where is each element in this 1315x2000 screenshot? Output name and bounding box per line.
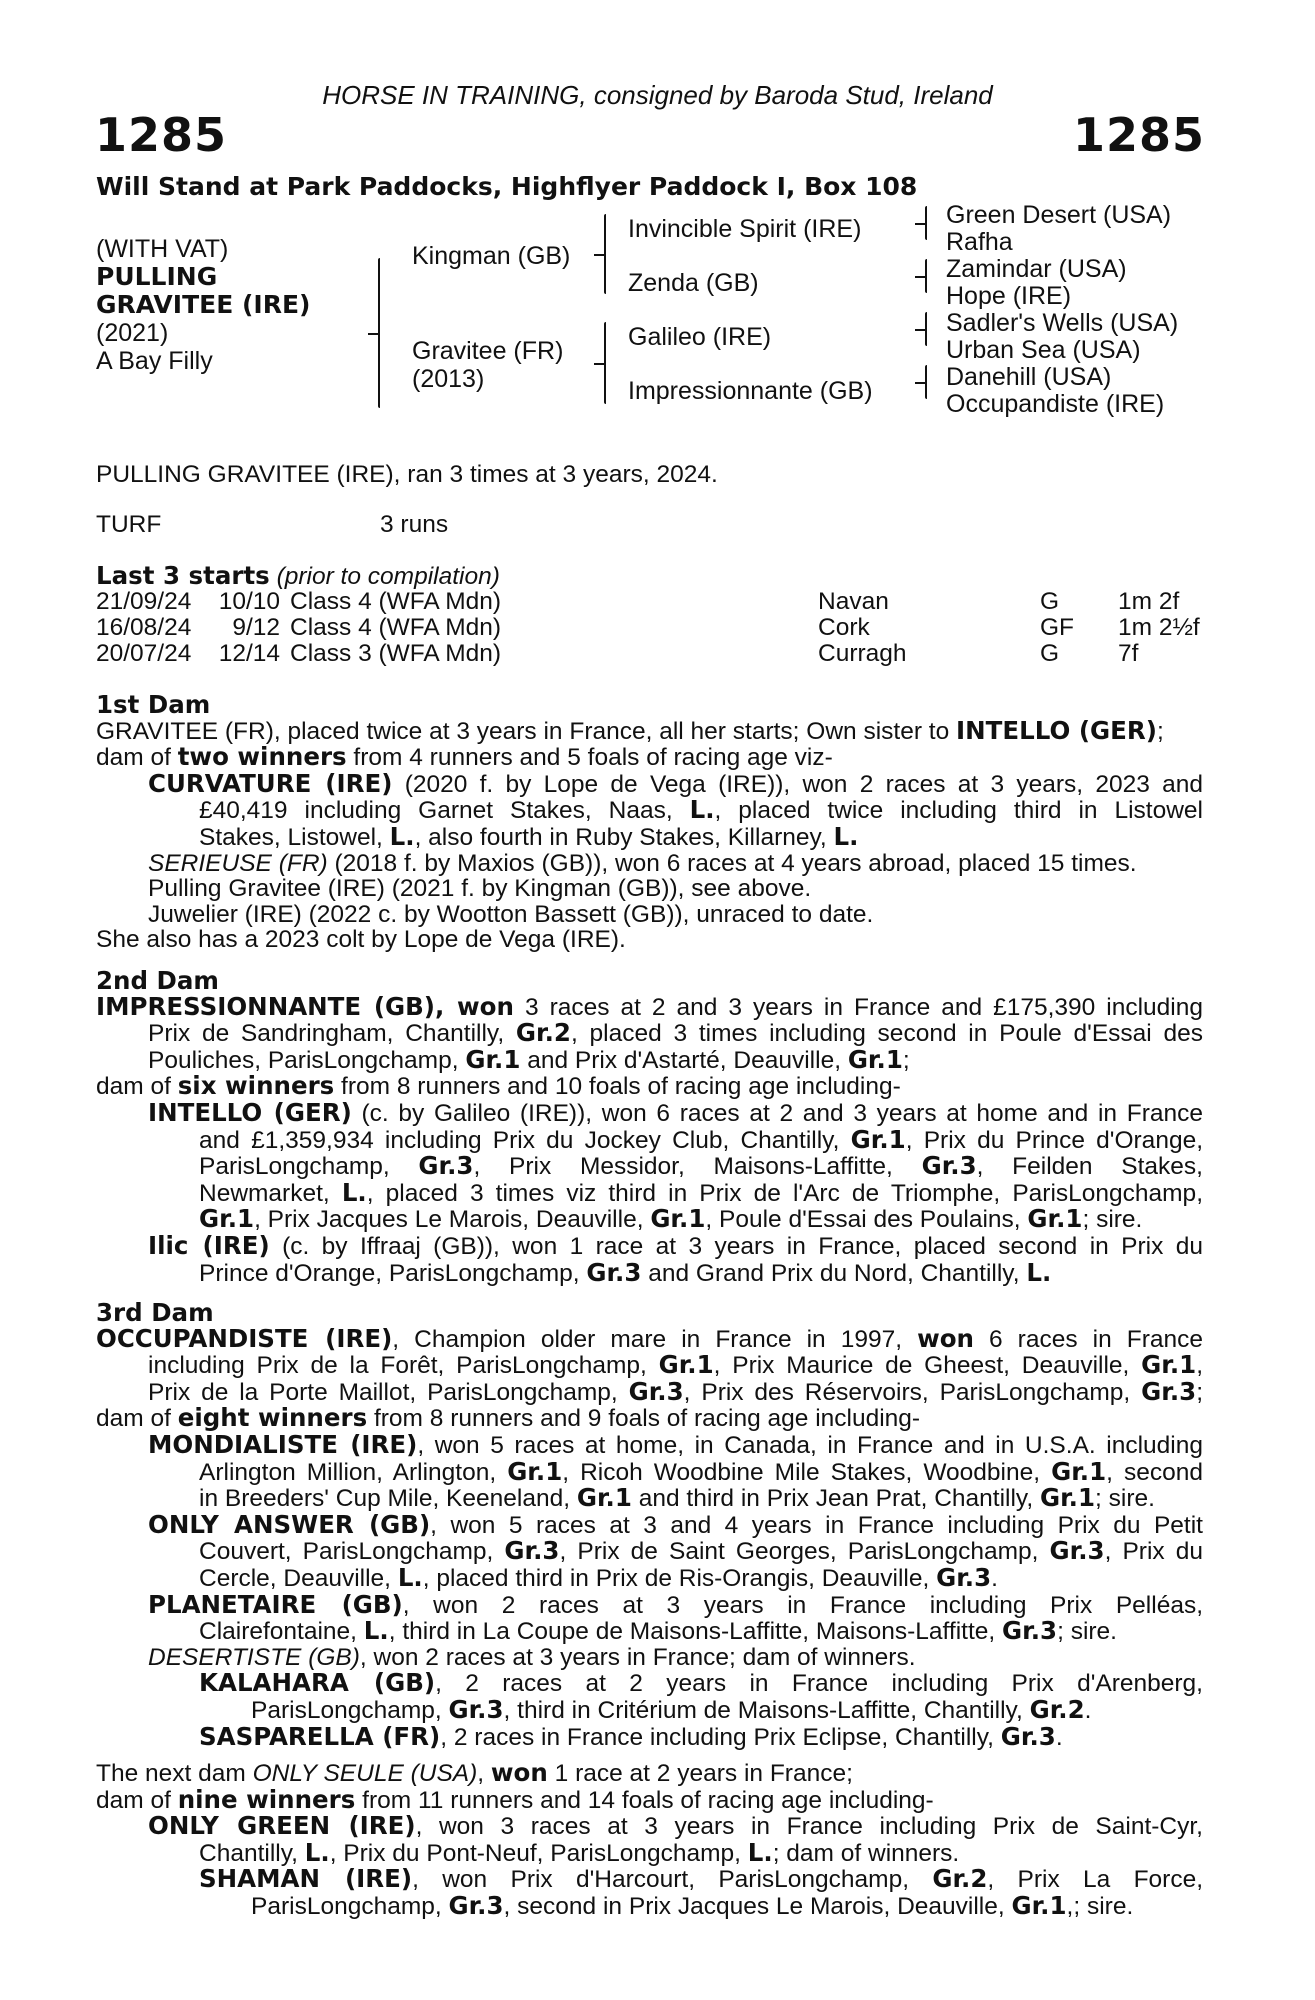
text: , Prix La Force,	[987, 1866, 1204, 1894]
text: from 11 runners and 14 foals of racing age including-	[355, 1786, 934, 1814]
gen3-dds: Danehill (USA)	[946, 363, 1112, 391]
start-date: 21/09/24	[96, 588, 192, 615]
dam-name: OCCUPANDISTE (IRE)	[96, 1323, 393, 1353]
text: 6 races in France	[973, 1325, 1203, 1353]
text: dam of	[96, 1405, 178, 1433]
brace-sire	[604, 214, 606, 294]
text: from 4 runners and 5 foals of racing age viz-	[346, 744, 833, 772]
text-line	[96, 744, 1203, 771]
start-distance: 7f	[1118, 640, 1139, 667]
won-label: won	[457, 991, 514, 1021]
text: .	[1084, 1696, 1092, 1724]
brace-gen1	[378, 258, 380, 408]
sire-name: Kingman (GB)	[412, 242, 571, 270]
winners-count: eight winners	[177, 1403, 368, 1433]
text-line	[96, 1509, 1203, 1539]
text: Couvert, ParisLongchamp,	[199, 1538, 505, 1566]
horse-name-line1: PULLING	[96, 262, 218, 291]
text: and £1,359,934 including Prix du Jockey Club, Chantilly,	[199, 1126, 851, 1154]
brace-dam	[604, 322, 606, 404]
text: ,	[435, 991, 458, 1021]
text-line	[96, 1352, 1203, 1379]
second-dam-title: 2nd Dam	[96, 966, 219, 995]
text: , won 5 races at 3 and 4 years in France including Prix du Petit	[430, 1511, 1203, 1539]
produce-name: Ilic (IRE)	[148, 1230, 270, 1260]
text-line	[96, 1837, 1203, 1867]
vat-label: (WITH VAT)	[96, 235, 229, 263]
text: 1 race at 2 years in France;	[547, 1760, 853, 1787]
dam-name: IMPRESSIONNANTE (GB)	[96, 991, 436, 1021]
grade: Gr.3	[504, 1536, 560, 1566]
text: , 2 races in France including Prix Eclipse, Chantilly,	[440, 1723, 1001, 1751]
text: , third in La Coupe de Maisons-Laffitte, Maisons-Laffitte,	[388, 1618, 1003, 1646]
start-race: Class 3 (WFA Mdn)	[290, 640, 502, 667]
brace-sd	[925, 259, 927, 293]
text-line	[96, 1323, 1203, 1353]
start-date: 16/08/24	[96, 614, 192, 641]
text-line	[96, 851, 1203, 877]
text: , second	[1106, 1458, 1203, 1486]
grade: Gr.1	[658, 1350, 714, 1380]
gen3-sss: Green Desert (USA)	[946, 201, 1172, 229]
text: , placed third in Prix de Ris-Orangis, Deauville,	[422, 1564, 937, 1592]
lot-number-right: 1285	[1072, 108, 1205, 162]
text: dam of	[96, 744, 178, 772]
text-line	[96, 1456, 1203, 1486]
text-line	[96, 1124, 1203, 1154]
grade: Gr.1	[1039, 1483, 1096, 1513]
horse-name-line2: GRAVITEE (IRE)	[96, 290, 311, 319]
lot-number-left: 1285	[95, 108, 228, 162]
first-dam-title: 1st Dam	[96, 690, 211, 719]
start-distance: 1m 2½f	[1118, 614, 1200, 641]
sire-dam: Zenda (GB)	[628, 269, 759, 297]
first-dam-section	[96, 692, 1203, 953]
grade: Gr.1	[199, 1204, 255, 1234]
text-line	[96, 1694, 1203, 1724]
grade: Gr.3	[921, 1151, 977, 1181]
grade: Gr.1	[650, 1204, 706, 1234]
grade: Gr.3	[448, 1694, 504, 1724]
text-line	[96, 715, 1203, 745]
grade: Gr.3	[1002, 1616, 1058, 1646]
text-line: Juwelier (IRE) (2022 c. by Wootton Bassett (GB)), unraced to date.	[148, 900, 874, 928]
text: and third in Prix Jean Prat, Chantilly,	[631, 1485, 1040, 1513]
dam-year: (2013)	[412, 365, 485, 393]
winners-count: six winners	[177, 1071, 335, 1101]
text: , placed twice including third in Listowel	[714, 797, 1203, 825]
text-line	[96, 1230, 1204, 1260]
race-summary: PULLING GRAVITEE (IRE), ran 3 times at 3 years, 2024.	[96, 461, 718, 488]
text: , Prix du Prince d'Orange,	[905, 1126, 1203, 1154]
produce-name: SHAMAN (IRE)	[199, 1864, 413, 1894]
text-line	[96, 1020, 1203, 1047]
horse-sex-colour: A Bay Filly	[96, 347, 213, 375]
produce-name: SASPARELLA (FR)	[199, 1721, 441, 1751]
gen3-dss: Sadler's Wells (USA)	[946, 309, 1179, 337]
text-line	[96, 1153, 1203, 1180]
dam-dam: Impressionnante (GB)	[628, 377, 873, 405]
dam-sire: Galileo (IRE)	[628, 323, 772, 351]
text: ; sire.	[1082, 1206, 1143, 1234]
grade: Gr.1	[576, 1483, 632, 1513]
start-distance: 1m 2f	[1118, 588, 1180, 615]
text: 3 races at 2 and 3 years in France and £175,390 including	[513, 993, 1203, 1021]
start-going: G	[1040, 588, 1060, 615]
text: Prix de Sandringham, Chantilly,	[148, 1020, 516, 1048]
surface-runs: 3 runs	[380, 511, 449, 538]
text: ParisLongchamp,	[251, 1696, 449, 1724]
text: , 2 races at 2 years in France including Prix d'Arenberg,	[435, 1670, 1203, 1698]
text-line	[96, 1485, 1203, 1512]
text: ,	[477, 1760, 491, 1787]
text: ,	[1196, 1352, 1203, 1380]
grade: Gr.1	[1027, 1204, 1083, 1234]
text: ; sire.	[1057, 1618, 1117, 1646]
start-position: 12/14	[218, 640, 280, 667]
text: (c. by Galileo (IRE)), won 6 races at 2 and 3 years at home and in France	[351, 1099, 1203, 1127]
produce-name: CURVATURE (IRE)	[148, 768, 393, 798]
start-course: Curragh	[818, 640, 907, 667]
horse-ident	[96, 235, 310, 375]
grade: L.	[304, 1837, 330, 1867]
text-line	[96, 1760, 1203, 1787]
produce-name: SERIEUSE (FR)	[148, 849, 328, 877]
text-line	[96, 1784, 1203, 1814]
text: Chantilly,	[199, 1839, 305, 1867]
next-dam-section	[96, 1760, 1203, 1920]
produce-name: KALAHARA (GB)	[199, 1668, 436, 1698]
text: dam of	[96, 1073, 178, 1101]
text: , won 5 races at home, in Canada, in France and in U.S.A. including	[417, 1431, 1203, 1459]
text: , placed 3 times viz third in Prix de l'Arc de Triomphe, ParisLongchamp,	[366, 1179, 1203, 1207]
surface-label: TURF	[96, 511, 162, 538]
text: ParisLongchamp,	[199, 1153, 419, 1181]
start-course: Navan	[818, 588, 889, 615]
grade: L.	[747, 1837, 773, 1867]
text: , Prix Messidor, Maisons-Laffitte,	[473, 1153, 922, 1181]
text: ;	[1156, 717, 1164, 745]
last-starts-note: (prior to compilation)	[276, 563, 500, 590]
grade: L.	[1026, 1257, 1052, 1287]
sibling-name: INTELLO (GER)	[956, 715, 1157, 745]
text: , won 3 races at 3 years in France including Prix de Saint-Cyr,	[415, 1813, 1203, 1841]
third-dam-title: 3rd Dam	[96, 1298, 214, 1327]
text: Prix de la Porte Maillot, ParisLongchamp,	[148, 1378, 629, 1406]
brace-dd	[925, 365, 927, 399]
grade: Gr.1	[1011, 1890, 1067, 1920]
grade: Gr.3	[1000, 1721, 1056, 1751]
grade: Gr.2	[932, 1864, 988, 1894]
text: ;	[902, 1046, 910, 1074]
grade: Gr.1	[850, 1124, 906, 1154]
text: , won 2 races at 3 years in France including Prix Pelléas,	[402, 1591, 1204, 1619]
gen3-ssd: Rafha	[946, 228, 1013, 256]
grade: Gr.1	[465, 1044, 521, 1074]
text: , placed 3 times including second in Poule d'Essai des	[570, 1020, 1203, 1048]
text: Stakes, Listowel,	[199, 823, 390, 851]
winners-count: two winners	[177, 742, 347, 772]
text-line	[96, 1177, 1203, 1207]
text: Pouliches, ParisLongchamp,	[148, 1046, 466, 1074]
grade: Gr.2	[515, 1018, 571, 1048]
dam-name: Gravitee (FR)	[412, 337, 564, 365]
text-line: She also has a 2023 colt by Lope de Vega (IRE).	[96, 926, 626, 954]
text-line: Pulling Gravitee (IRE) (2021 f. by Kingman (GB)), see above.	[148, 875, 812, 903]
text: in Breeders' Cup Mile, Keeneland,	[199, 1485, 577, 1513]
text: GRAVITEE (FR), placed twice at 3 years in France, all her starts; Own sister to	[96, 717, 957, 745]
start-race: Class 4 (WFA Mdn)	[290, 614, 502, 641]
text: , Prix de Saint Georges, ParisLongchamp,	[559, 1538, 1050, 1566]
grade: Gr.1	[847, 1044, 903, 1074]
winners-count: nine winners	[177, 1784, 356, 1814]
text: Newmarket,	[199, 1179, 342, 1207]
grade: L.	[397, 1562, 423, 1592]
last-starts-heading	[96, 563, 500, 590]
text-line	[96, 991, 1203, 1021]
grade: L.	[389, 821, 415, 851]
text: ParisLongchamp,	[251, 1892, 449, 1920]
gen3-dsd: Urban Sea (USA)	[946, 336, 1141, 364]
text-line	[96, 1589, 1204, 1619]
text-line	[96, 797, 1203, 824]
text: ; sire.	[1095, 1485, 1155, 1513]
produce-name: ONLY GREEN (IRE)	[148, 1811, 416, 1841]
text-line	[96, 1044, 1203, 1074]
text: , Poule d'Essai des Poulains,	[705, 1206, 1028, 1234]
third-dam-section	[96, 1300, 1203, 1750]
text-line	[96, 1890, 1203, 1920]
grade: Gr.3	[586, 1257, 642, 1287]
text-line	[96, 1538, 1203, 1565]
text: , third in Critérium de Maisons-Laffitte, Chantilly,	[503, 1696, 1030, 1724]
last-starts-title: Last 3 starts	[96, 561, 270, 590]
start-going: GF	[1040, 614, 1075, 641]
text-line	[96, 1206, 1203, 1233]
produce-name: INTELLO (GER)	[148, 1097, 352, 1127]
text: .	[991, 1564, 998, 1592]
text: from 8 runners and 10 foals of racing age including-	[334, 1073, 901, 1101]
dam-name: ONLY SEULE (USA)	[252, 1760, 478, 1787]
start-date: 20/07/24	[96, 640, 192, 667]
text: .	[1055, 1723, 1063, 1751]
text: , Prix du Pont-Neuf, ParisLongchamp,	[329, 1839, 748, 1867]
text-line	[96, 1670, 1203, 1697]
produce-name: ONLY ANSWER (GB)	[148, 1509, 431, 1539]
text: (2020 f. by Lope de Vega (IRE)), won 2 races at 3 years, 2023 and	[392, 770, 1204, 798]
text: , also fourth in Ruby Stakes, Killarney,	[414, 823, 834, 851]
gen3-sds: Zamindar (USA)	[946, 255, 1127, 283]
text: and Grand Prix du Nord, Chantilly,	[641, 1259, 1027, 1287]
won-label: won	[490, 1758, 548, 1787]
grade: Gr.3	[1141, 1376, 1197, 1406]
text-line	[96, 1097, 1203, 1127]
text-line	[96, 821, 1203, 851]
grade: Gr.1	[1051, 1456, 1107, 1486]
grade: Gr.3	[628, 1376, 684, 1406]
text-line	[96, 1866, 1203, 1893]
gen3-sdd: Hope (IRE)	[946, 282, 1072, 310]
text: ;	[1196, 1378, 1203, 1406]
text: , Feilden Stakes,	[976, 1153, 1203, 1181]
text: dam of	[96, 1786, 178, 1814]
text: , Prix Jacques Le Marois, Deauville,	[254, 1206, 651, 1234]
text-line	[96, 1429, 1203, 1459]
grade: L.	[341, 1177, 367, 1207]
second-dam-section	[96, 968, 1203, 1286]
sire-sire: Invincible Spirit (IRE)	[628, 215, 862, 243]
text: , Prix du	[1104, 1538, 1203, 1566]
text-line	[96, 1257, 1203, 1287]
produce-name: MONDIALISTE (IRE)	[148, 1429, 418, 1459]
horse-year: (2021)	[96, 319, 169, 347]
text-line	[96, 1645, 1203, 1671]
brace-ss	[925, 206, 927, 240]
text-line	[96, 1721, 1203, 1751]
text: , second in Prix Jacques Le Marois, Deauville,	[503, 1892, 1012, 1920]
produce-name: PLANETAIRE (GB)	[148, 1589, 403, 1619]
text: The next dam	[96, 1760, 253, 1787]
grade: L.	[689, 795, 715, 825]
text: , won Prix d'Harcourt, ParisLongchamp,	[412, 1866, 933, 1894]
text: Prince d'Orange, ParisLongchamp,	[199, 1259, 587, 1287]
brace-ds	[925, 312, 927, 346]
consignment-line: HORSE IN TRAINING, consigned by Baroda Stud, Ireland	[322, 80, 993, 110]
stand-location: Will Stand at Park Paddocks, Highflyer Paddock I, Box 108	[96, 172, 918, 201]
text: (c. by Iffraaj (GB)), won 1 race at 3 years in France, placed second in Prix du	[269, 1232, 1204, 1260]
start-going: G	[1040, 640, 1060, 667]
grade: Gr.3	[936, 1562, 992, 1592]
text-line	[96, 1073, 1203, 1100]
text: £40,419 including Garnet Stakes, Naas,	[199, 797, 690, 825]
text: , Ricoh Woodbine Mile Stakes, Woodbine,	[562, 1458, 1052, 1486]
text: from 8 runners and 9 foals of racing age including-	[367, 1405, 921, 1433]
grade: Gr.1	[507, 1456, 563, 1486]
text: Arlington Million, Arlington,	[199, 1458, 508, 1486]
text: (2018 f. by Maxios (GB)), won 6 races at 4 years abroad, placed 15 times.	[327, 849, 1137, 877]
text: including Prix de la Forêt, ParisLongchamp,	[148, 1352, 659, 1380]
grade: Gr.1	[1141, 1350, 1197, 1380]
text: ; dam of winners.	[772, 1839, 960, 1867]
won-label: won	[917, 1323, 974, 1353]
grade: Gr.3	[448, 1890, 504, 1920]
start-position: 9/12	[232, 614, 280, 641]
start-position: 10/10	[218, 588, 280, 615]
text: , Prix Maurice de Gheest, Deauville,	[713, 1352, 1142, 1380]
start-race: Class 4 (WFA Mdn)	[290, 588, 502, 615]
text: and Prix d'Astarté, Deauville,	[520, 1046, 848, 1074]
text-line	[96, 768, 1204, 798]
text: , Prix des Réservoirs, ParisLongchamp,	[683, 1378, 1142, 1406]
text-line	[96, 1376, 1203, 1406]
text: , won 2 races at 3 years in France; dam of winners.	[359, 1643, 916, 1671]
text-line	[96, 1405, 1203, 1432]
grade: Gr.2	[1029, 1694, 1085, 1724]
text-line	[96, 1618, 1203, 1645]
grade: Gr.3	[418, 1151, 474, 1181]
text: , Champion older mare in France in 1997,	[392, 1325, 918, 1353]
text-line	[96, 1813, 1203, 1840]
grade: L.	[363, 1616, 389, 1646]
produce-name: DESERTISTE (GB)	[148, 1643, 360, 1671]
grade: L.	[833, 821, 859, 851]
text: Clairefontaine,	[199, 1618, 364, 1646]
text-line	[96, 1562, 1203, 1592]
text: ,; sire.	[1066, 1892, 1134, 1920]
gen3-ddd: Occupandiste (IRE)	[946, 390, 1165, 418]
start-course: Cork	[818, 614, 870, 641]
text: Cercle, Deauville,	[199, 1564, 398, 1592]
grade: Gr.3	[1049, 1536, 1105, 1566]
